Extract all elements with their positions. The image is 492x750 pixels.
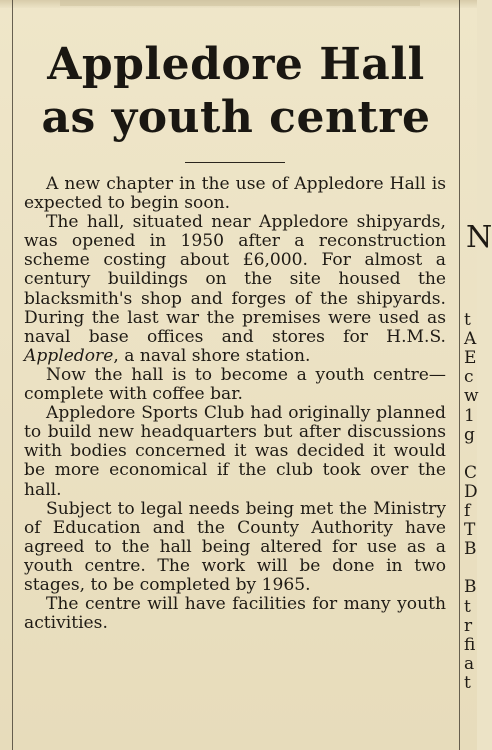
article-body (24, 175, 446, 633)
adjacent-column-fragment: T (464, 520, 476, 541)
adjacent-column-fragment: f (464, 501, 471, 521)
paragraph-2 (24, 213, 446, 366)
adjacent-column-fragment: t (464, 672, 471, 693)
paragraph-3: Now the hall is to become a youth centre—complete with coffee bar. (24, 364, 446, 405)
adjacent-column-fragment: C (464, 462, 478, 483)
adjacent-column-initial: N (466, 220, 492, 255)
adjacent-column-fragment: c (464, 367, 474, 388)
headline (16, 38, 456, 144)
adjacent-column-fragment: t (464, 310, 471, 330)
column-rule-right (459, 0, 460, 750)
adjacent-column-fragment: w (464, 386, 479, 407)
paragraph-2-end: , a naval shore station. (113, 345, 311, 366)
column-rule-left (12, 0, 13, 750)
adjacent-column-fragment: a (464, 653, 475, 674)
bleed-through-text (60, 0, 420, 6)
adjacent-column-fragment: D (464, 481, 478, 502)
adjacent-column-fragment: t (464, 596, 471, 617)
paragraph-5: Subject to legal needs being met the Ministry of Education and the County Authority have agreed to the hall being altered for use as a youth centre. The work will be done in two stages, to be completed by 1965. (24, 498, 446, 595)
headline-line-2: as youth centre (41, 92, 431, 143)
adjacent-column-fragment: fi (464, 634, 476, 655)
paragraph-6: The centre will have facilities for many youth activities. (24, 594, 446, 634)
paragraph-2-text: The hall, situated near Appledore shipyards, was opened in 1950 after a reconstruction scheme costing about £6,000. For almost a century buildings on the site housed the blacksmith's shop and forges of the shipyards. During the last war the premises were used as naval base offices and stores for H.M.S. (24, 212, 446, 347)
adjacent-column-fragment: 1 (464, 405, 475, 426)
headline-line-1: Appledore Hall (47, 39, 425, 90)
adjacent-column-fragment: E (464, 348, 477, 369)
ship-name: Appledore (24, 345, 114, 366)
adjacent-column-fragment: g (464, 424, 475, 445)
adjacent-column-fragment: A (464, 329, 477, 350)
adjacent-column-fragment: r (464, 615, 473, 636)
adjacent-column-fragment: B (464, 577, 477, 598)
headline-divider (185, 162, 285, 163)
adjacent-column-fragment: B (464, 539, 477, 560)
paragraph-4: Appledore Sports Club had originally planned to build new headquarters but after discussions with bodies concerned it was decided it would be more economical if the club took over the hall. (24, 403, 446, 500)
paragraph-1: A new chapter in the use of Appledore Hall is expected to begin soon. (24, 174, 446, 214)
